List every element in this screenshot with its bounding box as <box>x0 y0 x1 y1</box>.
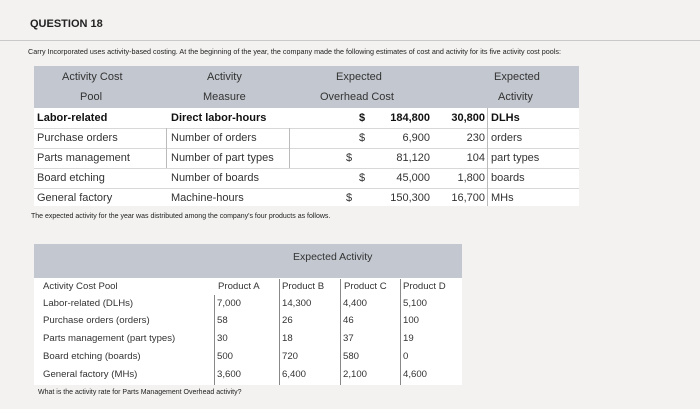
t2-product-d-cell: 4,600 <box>403 369 428 380</box>
t1-header-activity-2: Activity <box>498 91 533 103</box>
question-text: What is the activity rate for Parts Management Overhead activity? <box>38 389 242 396</box>
t2-product-b-cell: 26 <box>282 315 293 326</box>
t2-product-d-cell: 19 <box>403 333 414 344</box>
t1-cost-cell: 150,300 <box>390 192 430 204</box>
t1-col-divider <box>289 128 290 168</box>
top-divider <box>0 40 700 41</box>
t2-pool-cell: General factory (MHs) <box>43 369 138 380</box>
t1-dollar-sign: $ <box>359 112 366 124</box>
t2-pool-cell: Purchase orders (orders) <box>43 315 150 326</box>
t2-col-header: Product D <box>403 281 446 292</box>
t2-product-b-cell: 18 <box>282 333 293 344</box>
t2-product-c-cell: 37 <box>343 333 354 344</box>
t2-product-c-cell: 4,400 <box>343 298 368 309</box>
t1-unit-cell: MHs <box>491 192 514 204</box>
t1-pool-cell: Purchase orders <box>37 132 118 144</box>
t2-product-d-cell: 0 <box>403 351 409 362</box>
t1-dollar-sign: $ <box>359 132 366 144</box>
t1-measure-cell: Machine-hours <box>171 192 244 204</box>
t1-header-overhead-2: Overhead Cost <box>320 91 394 103</box>
t1-dollar-sign: $ <box>359 172 366 184</box>
t1-pool-cell: Labor-related <box>37 112 108 124</box>
t1-dollar-sign: $ <box>346 152 353 164</box>
t2-col-divider <box>214 295 215 385</box>
table2-header-band <box>34 244 462 278</box>
t2-col-divider <box>340 279 341 385</box>
t1-unit-cell: DLHs <box>491 112 520 124</box>
t2-product-b-cell: 6,400 <box>282 369 307 380</box>
t2-product-c-cell: 46 <box>343 315 354 326</box>
t1-activity-cell: 104 <box>466 152 485 164</box>
t1-row-divider <box>34 168 579 169</box>
t1-header-pool-2: Pool <box>80 91 103 103</box>
question-title: QUESTION 18 <box>30 18 103 30</box>
t1-unit-cell: orders <box>491 132 523 144</box>
t1-col-divider <box>487 108 488 206</box>
t1-row-divider <box>34 128 579 129</box>
t1-activity-cell: 1,800 <box>457 172 485 184</box>
distribution-note: The expected activity for the year was distributed among the company's four products as follows. <box>31 213 331 220</box>
t1-pool-cell: Board etching <box>37 172 105 184</box>
t1-cost-cell: 6,900 <box>402 132 430 144</box>
t1-unit-cell: part types <box>491 152 540 164</box>
t1-dollar-sign: $ <box>346 192 353 204</box>
t2-col-header: Activity Cost Pool <box>43 281 118 292</box>
t1-measure-cell: Number of boards <box>171 172 260 184</box>
table2-title: Expected Activity <box>293 251 373 263</box>
t2-product-c-cell: 2,100 <box>343 369 368 380</box>
t2-pool-cell: Labor-related (DLHs) <box>43 298 134 309</box>
t1-header-activity-1: Expected <box>494 71 540 83</box>
t1-pool-cell: General factory <box>37 192 113 204</box>
t1-pool-cell: Parts management <box>37 152 130 164</box>
t1-measure-cell: Direct labor-hours <box>171 112 267 124</box>
t2-product-c-cell: 580 <box>343 351 360 362</box>
t1-row-divider <box>34 188 579 189</box>
t1-activity-cell: 230 <box>466 132 485 144</box>
t2-product-b-cell: 720 <box>282 351 299 362</box>
t1-activity-cell: 16,700 <box>451 192 485 204</box>
t1-header-measure-1: Activity <box>207 71 242 83</box>
t2-col-divider <box>400 279 401 385</box>
t2-product-a-cell: 58 <box>217 315 228 326</box>
t2-product-a-cell: 7,000 <box>217 298 242 309</box>
t1-cost-cell: 45,000 <box>396 172 430 184</box>
t2-product-a-cell: 500 <box>217 351 234 362</box>
t2-col-header: Product A <box>218 281 260 292</box>
t2-product-d-cell: 100 <box>403 315 420 326</box>
t2-product-a-cell: 30 <box>217 333 228 344</box>
t1-measure-cell: Number of part types <box>171 152 274 164</box>
t1-col-divider <box>166 128 167 168</box>
intro-text: Carry Incorporated uses activity-based costing. At the beginning of the year, the company made the following estimates of cost and activity for its five activity cost pools: <box>28 47 561 56</box>
t1-header-measure-2: Measure <box>203 91 246 103</box>
t1-activity-cell: 30,800 <box>451 112 485 124</box>
t2-col-divider <box>279 279 280 385</box>
t2-product-b-cell: 14,300 <box>282 298 312 309</box>
t2-col-header: Product C <box>344 281 387 292</box>
t1-cost-cell: 81,120 <box>396 152 430 164</box>
t1-header-pool-1: Activity Cost <box>62 71 123 83</box>
t1-unit-cell: boards <box>491 172 525 184</box>
t2-pool-cell: Board etching (boards) <box>43 351 141 362</box>
t1-header-overhead-1: Expected <box>336 71 382 83</box>
t2-product-d-cell: 5,100 <box>403 298 428 309</box>
t2-pool-cell: Parts management (part types) <box>43 333 176 344</box>
t1-row-divider <box>34 148 579 149</box>
t1-measure-cell: Number of orders <box>171 132 257 144</box>
t2-product-a-cell: 3,600 <box>217 369 242 380</box>
t2-col-header: Product B <box>282 281 325 292</box>
t1-cost-cell: 184,800 <box>390 112 430 124</box>
